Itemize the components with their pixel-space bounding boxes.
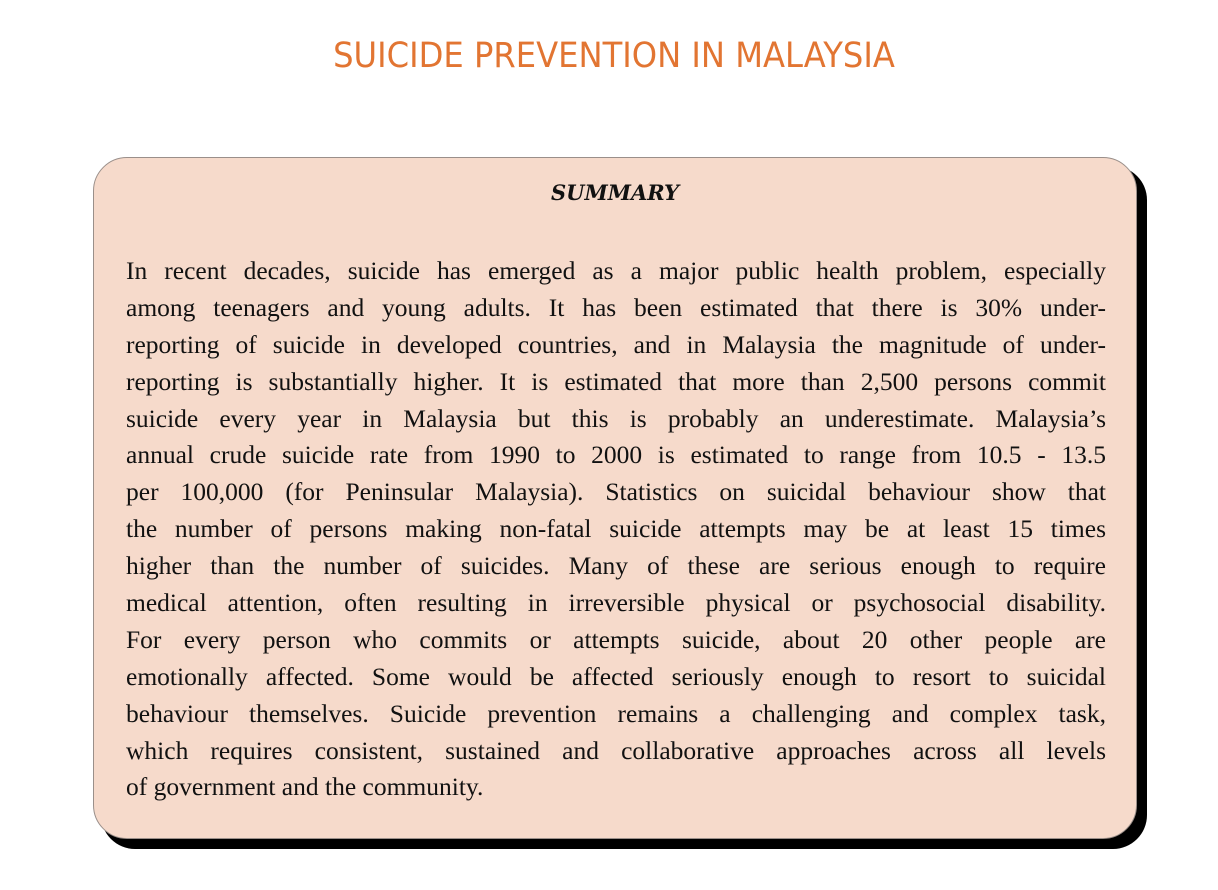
page-title: SUICIDE PREVENTION IN MALAYSIA bbox=[333, 36, 895, 76]
summary-line: reporting is substantially higher. It is estimated that more than 2,500 persons commit bbox=[126, 366, 1106, 396]
summary-heading: SUMMARY bbox=[550, 180, 680, 205]
summary-line: In recent decades, suicide has emerged as a major public health problem, especially bbox=[126, 256, 1106, 285]
summary-line: per 100,000 (for Peninsular Malaysia). Statistics on suicidal behaviour show that bbox=[126, 477, 1106, 507]
summary-line: suicide every year in Malaysia but this is probably an underestimate. Malaysia’s bbox=[126, 403, 1106, 433]
summary-line: the number of persons making non-fatal suicide attempts may be at least 15 times bbox=[126, 514, 1106, 544]
summary-line: emotionally affected. Some would be affected seriously enough to resort to suicidal bbox=[126, 661, 1106, 691]
summary-line: among teenagers and young adults. It has been estimated that there is 30% under- bbox=[126, 292, 1106, 322]
summary-line: annual crude suicide rate from 1990 to 2000 is estimated to range from 10.5 - 13.5 bbox=[126, 440, 1106, 470]
summary-line: which requires consistent, sustained and collaborative approaches across all levels bbox=[126, 735, 1106, 765]
summary-line: reporting of suicide in developed countries, and in Malaysia the magnitude of under- bbox=[126, 329, 1106, 359]
summary-line: of government and the community. bbox=[126, 772, 484, 802]
summary-line: behaviour themselves. Suicide prevention remains a challenging and complex task, bbox=[126, 698, 1106, 728]
summary-paragraph bbox=[126, 253, 1106, 806]
summary-line: medical attention, often resulting in irreversible physical or psychosocial disability. bbox=[126, 588, 1106, 618]
summary-line: higher than the number of suicides. Many of these are serious enough to require bbox=[126, 551, 1106, 581]
summary-line: For every person who commits or attempts suicide, about 20 other people are bbox=[126, 624, 1106, 654]
